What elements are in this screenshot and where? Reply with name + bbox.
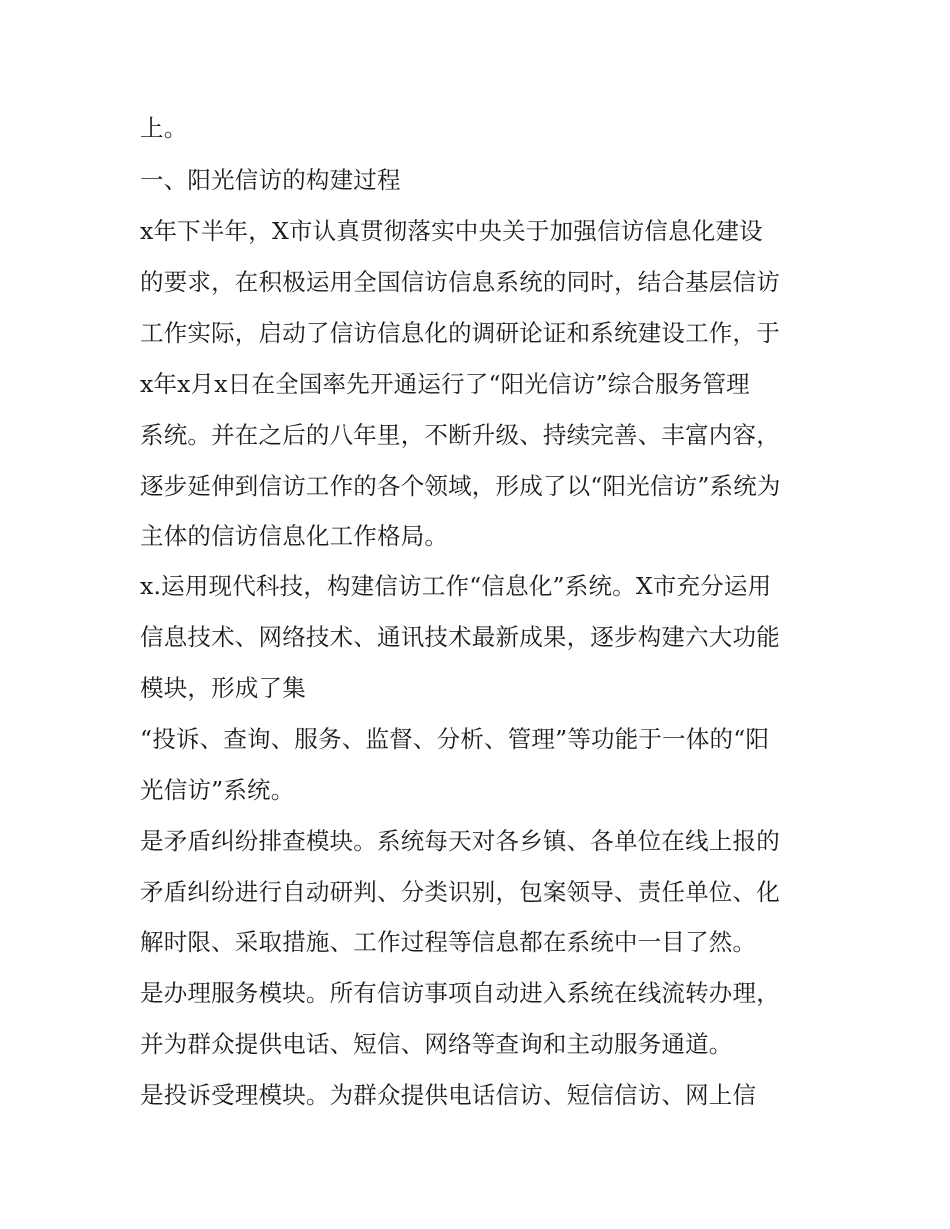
text-line: 光信访”系统。 [140, 776, 295, 804]
text-line: 并为群众提供电话、短信、网络等查询和主动服务通道。 [140, 1030, 733, 1058]
text-line: 解时限、采取措施、工作过程等信息都在系统中一目了然。 [140, 928, 757, 956]
text-line: 是投诉受理模块。为群众提供电话信访、短信信访、网上信 [140, 1081, 757, 1109]
section-heading: 一、阳光信访的构建过程 [140, 166, 401, 194]
text-line: 矛盾纠纷进行自动研判、分类识别，包案领导、责任单位、化 [140, 878, 780, 906]
text-line: 主体的信访信息化工作格局。 [140, 522, 449, 550]
text-line: 是办理服务模块。所有信访事项自动进入系统在线流转办理， [140, 979, 780, 1007]
text-line: 是矛盾纠纷排查模块。系统每天对各乡镇、各单位在线上报的 [140, 827, 780, 855]
text-line: 的要求，在积极运用全国信访信息系统的同时，结合基层信访 [140, 268, 780, 296]
text-line: x年x月x日在全国率先开通运行了“阳光信访”综合服务管理 [140, 370, 750, 398]
text-line: 模块，形成了集 [140, 674, 306, 702]
text-line: x年下半年，X市认真贯彻落实中央关于加强信访信息化建设 [140, 217, 763, 245]
text-line: 逐步延伸到信访工作的各个领域，形成了以“阳光信访”系统为 [140, 472, 781, 500]
text-line: 信息技术、网络技术、通讯技术最新成果，逐步构建六大功能 [140, 623, 780, 651]
text-line: “投诉、查询、服务、监督、分析、管理”等功能于一体的“阳 [140, 725, 770, 753]
text-line: x.运用现代科技，构建信访工作“信息化”系统。X市充分运用 [140, 572, 772, 600]
text-line: 上。 [140, 114, 188, 142]
text-line: 系统。并在之后的八年里，不断升级、持续完善、丰富内容， [140, 421, 780, 449]
text-line: 工作实际，启动了信访信息化的调研论证和系统建设工作，于 [140, 319, 780, 347]
